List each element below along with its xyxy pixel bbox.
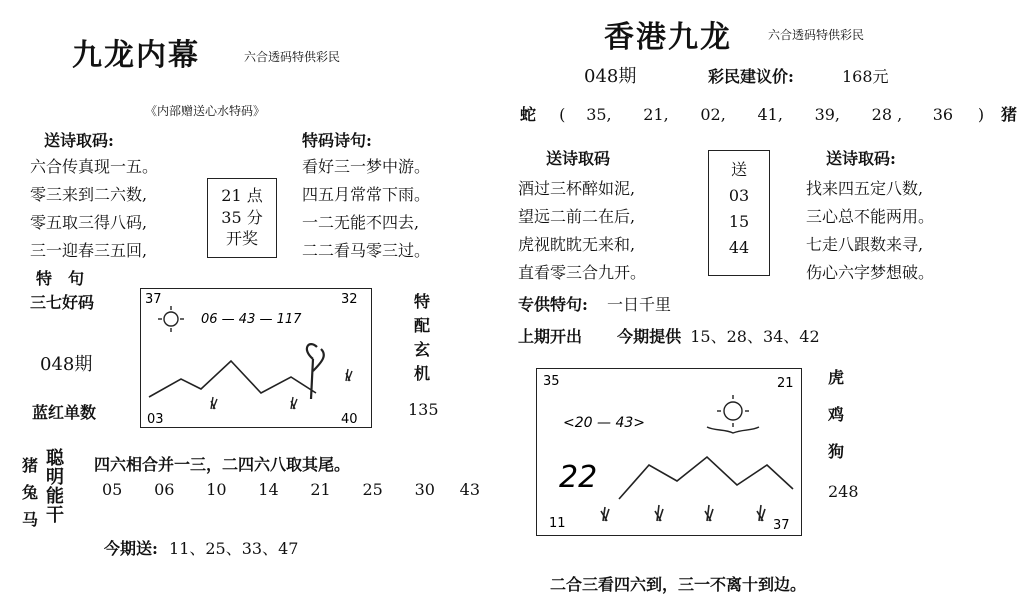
right-subtitle: 六合透码特供彩民 — [768, 28, 865, 42]
right-poem-right-line-4: 伤心六字梦想破。 — [806, 263, 935, 282]
right-poem-right-header: 送诗取码: — [826, 149, 896, 168]
right-riddle-picture — [536, 368, 802, 536]
sun-icon — [158, 306, 184, 332]
right-bottom-phrase: 二合三看四六到，三一不离十到边。 — [550, 575, 807, 594]
right-today-label: 今期提供 — [617, 327, 682, 346]
right-riddle-drawing — [537, 369, 800, 534]
left-poem-left-line-4: 三一迎春三五回, — [30, 241, 148, 260]
right-poem-left-line-1: 酒过三杯醉如泥, — [518, 179, 636, 198]
left-side-char-3: 玄 — [414, 340, 431, 359]
left-number: 21 — [310, 480, 331, 499]
right-special-text: 一日千里 — [607, 295, 672, 314]
left-special-label: 特 句 — [36, 269, 85, 288]
right-special-label: 专供特句: — [518, 295, 588, 314]
snake-number: 35, — [586, 105, 612, 124]
left-number: 43 — [459, 480, 481, 499]
right-poem-right-line-1: 找来四五定八数, — [806, 179, 924, 198]
left-number: 06 — [154, 480, 175, 499]
left-title: 九龙内幕 — [72, 38, 200, 73]
left-today-label: 今期送: — [104, 539, 158, 558]
clever-char-3: 能 — [46, 485, 64, 507]
left-side-column — [414, 290, 430, 386]
send-box — [708, 150, 770, 276]
left-today-numbers: 11、25、33、47 — [169, 539, 299, 558]
grass-icon — [211, 369, 352, 409]
animal-tiger: 虎 — [828, 368, 845, 387]
animal-rooster: 鸡 — [828, 404, 845, 424]
left-pic-corner-tl: 37 — [145, 292, 162, 307]
right-poem-right-line-3: 七走八跟数来寻, — [806, 235, 924, 254]
right-poem-left-header: 送诗取码 — [546, 149, 611, 168]
send-box-number: 15 — [728, 211, 750, 231]
right-last-label: 上期开出 — [518, 327, 583, 346]
snake-number: 02, — [700, 105, 726, 124]
right-poem-left-line-3: 虎视眈眈无来和, — [518, 235, 636, 254]
snake-number: 41, — [757, 105, 783, 124]
clever-char-1: 聪 — [46, 448, 64, 469]
right-title: 香港九龙 — [604, 20, 732, 55]
snake-number: 39, — [814, 105, 841, 124]
right-side-animals — [828, 360, 844, 470]
right-pic-corner-br: 37 — [773, 518, 790, 533]
right-last-row — [518, 324, 820, 347]
mountain-icon — [619, 457, 793, 499]
right-snake-row: 蛇 ( 35, 21, 02, 41, 39, 28 , 36 ) 猪 — [520, 102, 1017, 125]
send-box-number: 44 — [728, 237, 750, 257]
right-side-number: 248 — [828, 482, 859, 501]
right-today-numbers: 15、28、34、42 — [690, 327, 820, 346]
left-side-char-2: 配 — [414, 316, 431, 335]
draw-time-box — [207, 178, 277, 258]
left-subtitle: 六合透码特供彩民 — [244, 50, 341, 64]
snake-number: 28 , — [871, 105, 903, 124]
left-pic-text: 06 — 43 — 117 — [201, 312, 302, 327]
send-box-number: 03 — [728, 185, 750, 205]
right-pic-text: <20 — 43> — [563, 415, 645, 431]
mountain-icon — [149, 361, 316, 397]
clever-char-2: 明 — [46, 466, 64, 488]
clever-char-4: 干 — [46, 504, 64, 526]
left-riddle-picture — [140, 288, 372, 428]
right-price: 168元 — [842, 67, 889, 86]
left-side-number: 135 — [408, 400, 439, 419]
tree-icon — [307, 344, 324, 399]
right-special-row — [518, 292, 671, 315]
send-box-label: 送 — [730, 160, 747, 179]
animal-horse: 马 — [22, 510, 39, 530]
animal-rabbit: 兔 — [22, 483, 39, 503]
left-seven-label: 三七好码 — [30, 293, 95, 312]
left-poem-right-header: 特码诗句: — [302, 131, 372, 150]
left-single-label: 蓝红单数 — [32, 403, 97, 422]
right-pic-big-number: 22 — [559, 460, 598, 495]
right-poem-right-line-2: 三心总不能两用。 — [806, 207, 935, 226]
draw-time-minute: 35 分 — [221, 207, 263, 227]
left-poem-left-line-2: 零三来到二六数, — [30, 185, 148, 204]
left-side-char-1: 特 — [414, 292, 431, 311]
left-animal-column — [22, 452, 38, 534]
left-number: 30 — [414, 480, 435, 499]
animal-pig: 猪 — [22, 456, 39, 475]
pig-label: 猪 — [1000, 105, 1017, 124]
left-poem-right-line-2: 四五月常常下雨。 — [302, 185, 431, 204]
left-pic-corner-br: 40 — [341, 412, 358, 427]
grass-icon — [601, 505, 765, 521]
right-pic-corner-tl: 35 — [543, 374, 560, 389]
left-poem-right-line-4: 二二看马零三过。 — [302, 241, 431, 260]
left-number: 05 — [102, 480, 123, 499]
left-poem-right-line-1: 看好三一梦中游。 — [302, 157, 431, 176]
left-poem-left-line-3: 零五取三得八码, — [30, 213, 148, 232]
snake-number: 21, — [643, 105, 669, 124]
left-number: 25 — [362, 480, 383, 499]
left-number: 10 — [206, 480, 227, 499]
left-poem-left-header: 送诗取码: — [44, 131, 114, 150]
left-number-row — [102, 480, 480, 499]
left-poem-left-line-1: 六合传真现一五。 — [30, 157, 159, 176]
sun-icon — [707, 395, 759, 433]
right-poem-left-line-2: 望远二前二在后, — [518, 207, 636, 226]
left-clever-column — [46, 450, 64, 526]
left-today-row — [104, 536, 298, 559]
left-side-char-4: 机 — [414, 364, 431, 383]
snake-number: 36 — [932, 105, 954, 124]
left-pic-corner-bl: 03 — [147, 412, 164, 427]
right-poem-left-line-4: 直看零三合九开。 — [518, 263, 647, 282]
left-poem-right-line-3: 一二无能不四去, — [302, 213, 420, 232]
left-pic-corner-tr: 32 — [341, 292, 358, 307]
draw-time-hour: 21 点 — [221, 186, 263, 205]
left-phrase: 四六相合并一三，二四六八取其尾。 — [94, 455, 351, 474]
left-riddle-drawing — [141, 289, 370, 426]
right-price-label: 彩民建议价: — [708, 67, 794, 86]
left-issue: 048期 — [40, 354, 93, 375]
right-pic-corner-bl: 11 — [549, 516, 566, 531]
draw-time-label: 开奖 — [225, 229, 258, 249]
left-inner-note: 《内部赠送心水特码》 — [145, 104, 266, 118]
right-pic-corner-tr: 21 — [777, 376, 794, 391]
snake-label: 蛇 — [520, 105, 537, 124]
right-issue: 048期 — [584, 66, 637, 87]
left-number: 14 — [258, 480, 279, 499]
animal-dog: 狗 — [828, 441, 845, 461]
